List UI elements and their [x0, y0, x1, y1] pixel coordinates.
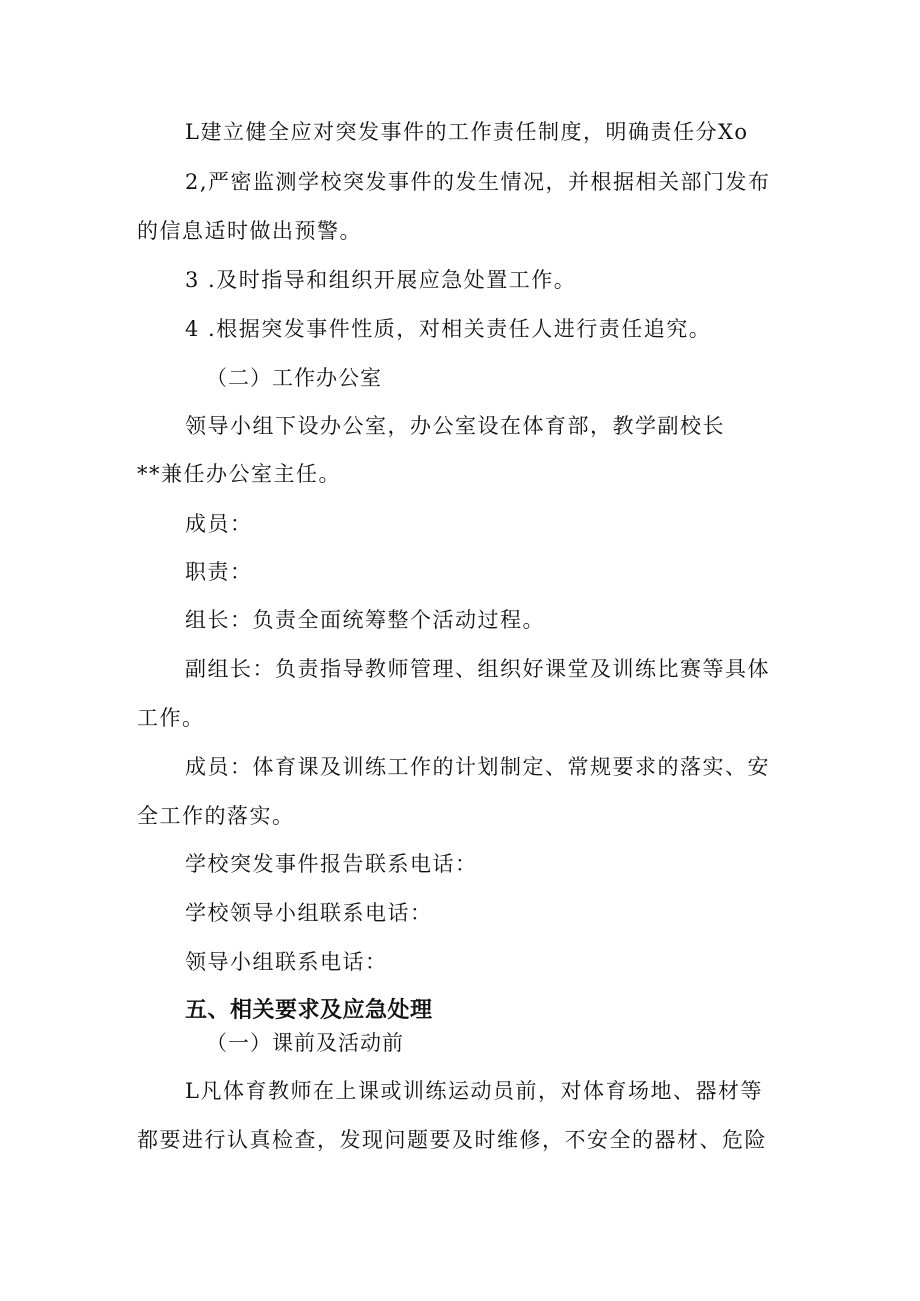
paragraph-line: 的信息适时做出预警。 [137, 219, 362, 243]
paragraph-line: 工作。 [137, 706, 205, 730]
section-subheading: （一）课前及活动前 [206, 1031, 404, 1055]
paragraph-line: 学校突发事件报告联系电话： [185, 852, 478, 876]
paragraph-line: 副组长：负责指导教师管理、组织好课堂及训练比赛等具体 [185, 657, 770, 681]
paragraph-line: 成员： [185, 512, 253, 536]
paragraph-line: 职责： [185, 560, 253, 584]
section-subheading: （二）工作办公室 [206, 366, 382, 390]
paragraph-line: 4 .根据突发事件性质，对相关责任人进行责任追究。 [185, 317, 712, 341]
paragraph-line: 全工作的落实。 [137, 804, 295, 828]
paragraph-line: **兼任办公室主任。 [137, 462, 341, 486]
paragraph-line: L建立健全应对突发事件的工作责任制度，明确责任分Xo [185, 120, 749, 144]
paragraph-line: 领导小组下设办公室，办公室设在体育部，教学副校长 [185, 414, 725, 438]
paragraph-line: 3 .及时指导和组织开展应急处置工作。 [185, 268, 577, 292]
paragraph-line: L凡体育教师在上课或训练运动员前，对体育场地、器材等 [185, 1079, 763, 1103]
paragraph-line: 都要进行认真检查，发现问题要及时维修，不安全的器材、危险 [137, 1128, 767, 1152]
paragraph-line: 学校领导小组联系电话： [185, 901, 433, 925]
paragraph-line: 2,严密监测学校突发事件的发生情况，并根据相关部门发布 [185, 170, 771, 194]
section-heading: 五、相关要求及应急处理 [185, 998, 433, 1023]
paragraph-line: 组长：负责全面统筹整个活动过程。 [185, 608, 545, 632]
paragraph-line: 领导小组联系电话： [185, 950, 388, 974]
paragraph-line: 成员：体育课及训练工作的计划制定、常规要求的落实、安 [185, 755, 770, 779]
